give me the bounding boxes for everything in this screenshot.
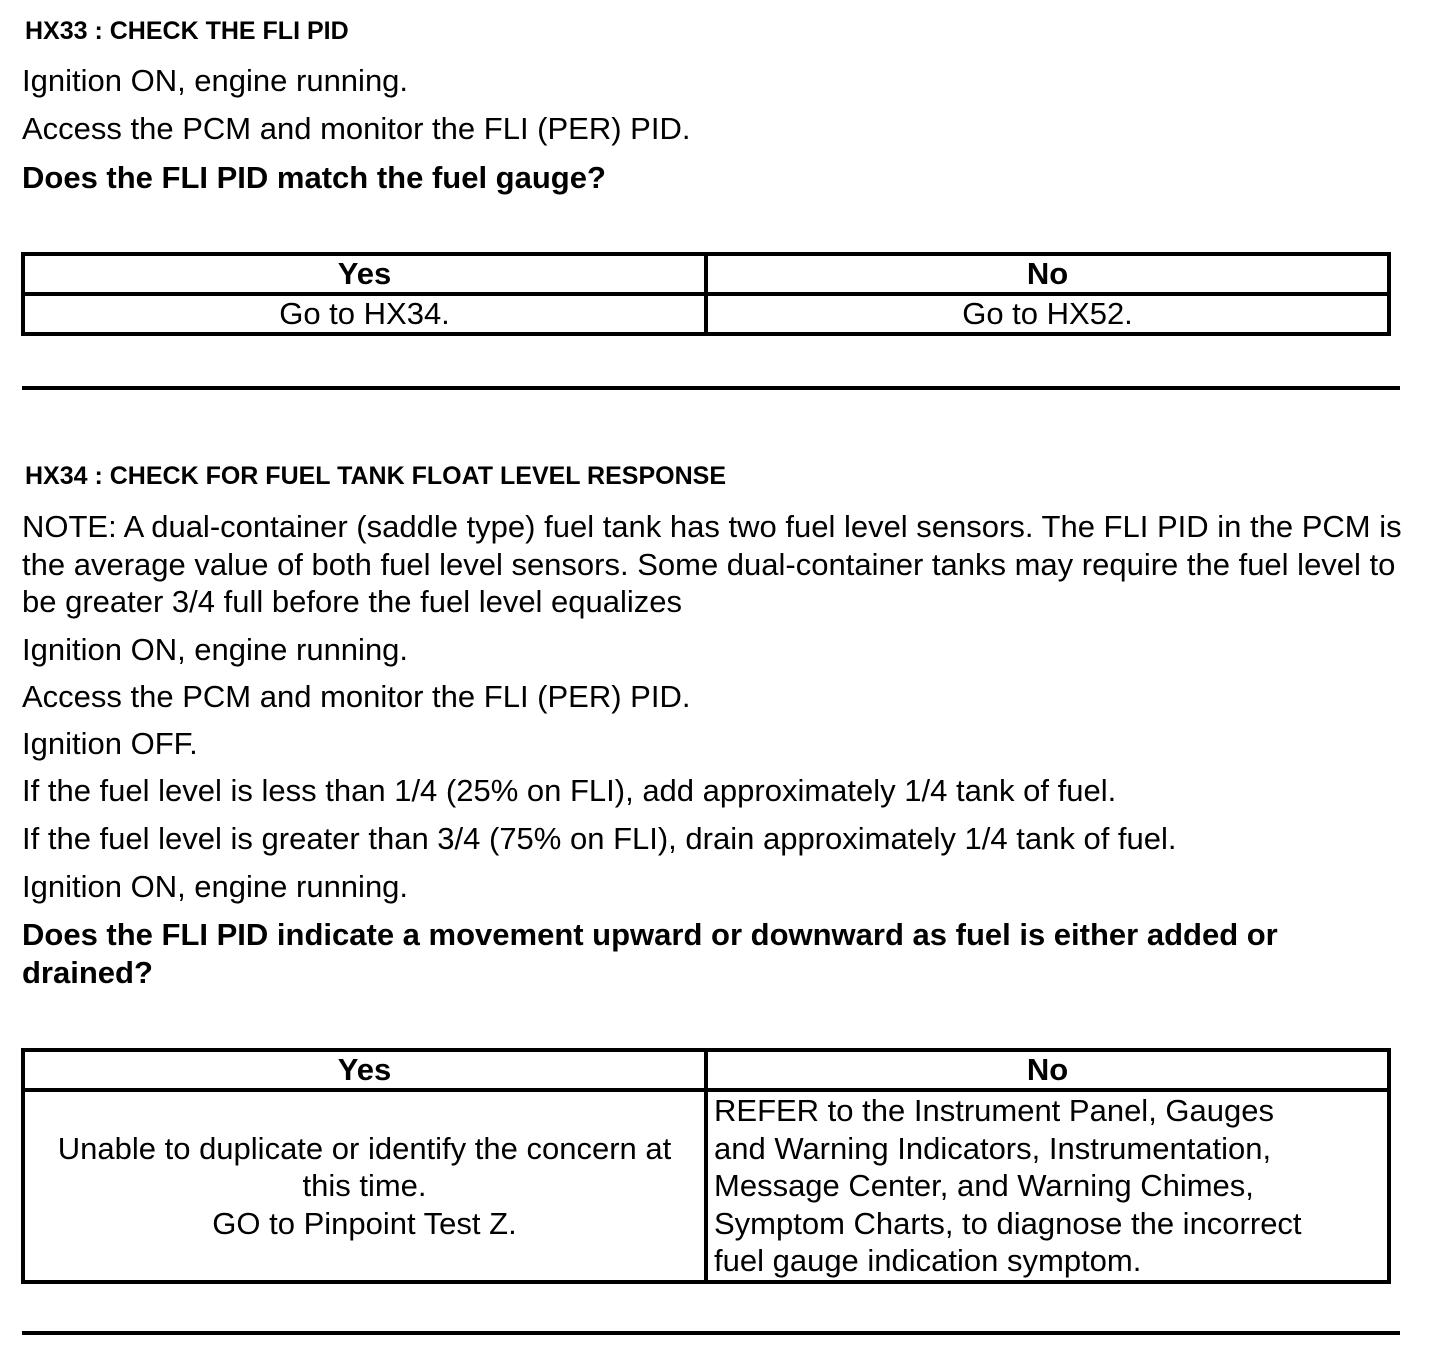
- step-line: Ignition OFF.: [22, 726, 198, 761]
- no-cell-line: Message Center, and Warning Chimes,: [714, 1168, 1254, 1203]
- yes-cell: Go to HX34.: [23, 294, 706, 334]
- step-question-hx34: Does the FLI PID indicate a movement upward or downward as fuel is either added or drained?: [22, 917, 1278, 990]
- no-cell-line: fuel gauge indication symptom.: [714, 1243, 1142, 1278]
- step-question-hx33: Does the FLI PID match the fuel gauge?: [22, 160, 606, 195]
- no-cell-line: REFER to the Instrument Panel, Gauges: [714, 1093, 1274, 1128]
- step-heading-hx33: HX33 : CHECK THE FLI PID: [25, 17, 349, 45]
- answer-table-hx34: [21, 1048, 1391, 1284]
- no-cell-line: Symptom Charts, to diagnose the incorrect: [714, 1205, 1302, 1241]
- yes-cell: [23, 1090, 706, 1282]
- no-cell-line: and Warning Indicators, Instrumentation,: [714, 1130, 1272, 1166]
- no-cell: [706, 1090, 1389, 1282]
- step-line: Ignition ON, engine running.: [22, 869, 409, 904]
- step-line: If the fuel level is less than 1/4 (25% on FLI), add approximately 1/4 tank of fuel.: [22, 773, 1117, 808]
- yes-cell-line: GO to Pinpoint Test Z.: [212, 1205, 517, 1241]
- no-cell: Go to HX52.: [706, 294, 1389, 334]
- step-heading-hx34: HX34 : CHECK FOR FUEL TANK FLOAT LEVEL RESPONSE: [25, 462, 726, 490]
- yes-cell-line: this time.: [302, 1168, 427, 1203]
- section-divider: [22, 386, 1400, 390]
- yes-header: Yes: [23, 254, 706, 294]
- step-line: Ignition ON, engine running.: [22, 632, 409, 667]
- step-line: Access the PCM and monitor the FLI (PER) PID.: [22, 111, 691, 146]
- answer-table-hx33: [21, 252, 1391, 336]
- step-line: If the fuel level is greater than 3/4 (75% on FLI), drain approximately 1/4 tank of fuel.: [22, 821, 1177, 856]
- step-line: Access the PCM and monitor the FLI (PER) PID.: [22, 679, 691, 714]
- step-line: Ignition ON, engine running.: [22, 63, 409, 98]
- yes-cell-line: Unable to duplicate or identify the concern at: [57, 1130, 672, 1166]
- note-text: NOTE: A dual-container (saddle type) fuel tank has two fuel level sensors. The FLI PID in the PCM is the average value of both fuel level sensors. Some dual-container tanks may require the fuel level to be greater 3/4 full before the fuel level equalizes: [22, 509, 1402, 619]
- section-divider: [22, 1331, 1400, 1335]
- no-header: No: [706, 254, 1389, 294]
- no-header: No: [706, 1050, 1389, 1090]
- yes-header: Yes: [23, 1050, 706, 1090]
